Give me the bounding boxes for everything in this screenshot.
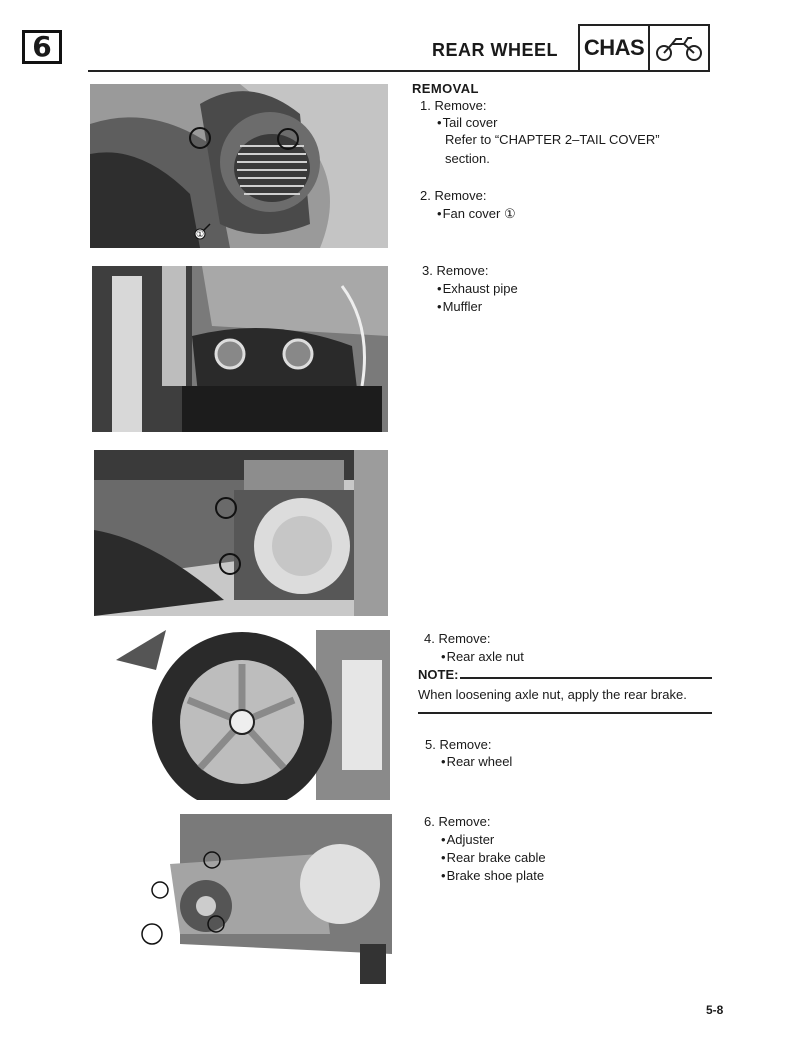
note-rule bbox=[460, 677, 712, 679]
fan-cover-photo bbox=[90, 84, 388, 248]
exhaust-pipe-photo bbox=[92, 266, 388, 432]
note-end-rule bbox=[418, 712, 712, 714]
step3-label: 3. Remove: bbox=[422, 263, 489, 278]
step4-item: • Rear axle nut bbox=[441, 648, 524, 666]
page-title: REAR WHEEL bbox=[432, 40, 558, 60]
header-rule bbox=[88, 70, 578, 72]
step1-reference-cont: section. bbox=[445, 151, 490, 166]
step1-reference: Refer to “CHAPTER 2–TAIL COVER” bbox=[445, 132, 660, 147]
step2-label: 2. Remove: bbox=[420, 188, 487, 203]
engine-side-photo bbox=[94, 450, 388, 616]
chapter-number: 6 bbox=[22, 30, 62, 64]
section-badge bbox=[578, 24, 710, 72]
step3-item: • Muffler bbox=[437, 298, 482, 316]
step1-label: 1. Remove: bbox=[420, 98, 487, 113]
step6-label: 6. Remove: bbox=[424, 814, 491, 829]
step1-item: • Tail cover bbox=[437, 114, 497, 132]
brake-shoe-plate-photo bbox=[140, 814, 392, 984]
callout-label: ① bbox=[196, 229, 205, 239]
step4-label: 4. Remove: bbox=[424, 631, 491, 646]
note-text: When loosening axle nut, apply the rear brake. bbox=[418, 687, 687, 702]
step3-item: • Exhaust pipe bbox=[437, 280, 518, 298]
removal-heading: REMOVAL bbox=[412, 81, 479, 96]
step5-item: • Rear wheel bbox=[441, 753, 512, 771]
page-number: 5-8 bbox=[706, 1003, 724, 1017]
step5-label: 5. Remove: bbox=[425, 737, 492, 752]
step2-item: • Fan cover ① bbox=[437, 205, 516, 223]
note-label: NOTE: bbox=[418, 667, 459, 682]
step6-item: • Rear brake cable bbox=[441, 849, 546, 867]
rear-wheel-photo bbox=[116, 630, 390, 800]
step6-item: • Brake shoe plate bbox=[441, 867, 544, 885]
step6-item: • Adjuster bbox=[441, 831, 494, 849]
section-code: CHAS bbox=[580, 26, 650, 70]
motorcycle-icon bbox=[650, 26, 708, 70]
